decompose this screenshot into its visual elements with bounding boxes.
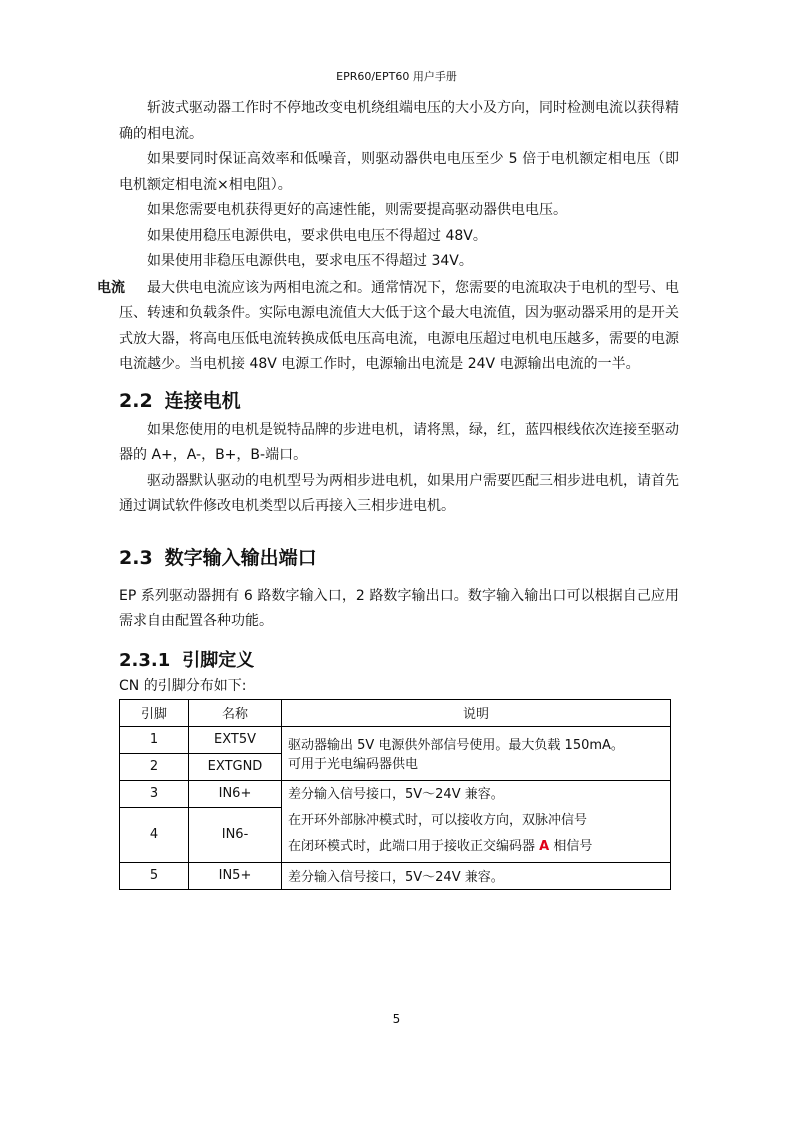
section-2-3-1-heading [119, 647, 679, 675]
current-paragraph: 最大供电电流应该为两相电流之和。通常情况下，您需要的电流取决于电机的型号、电压、转速和负载条件。实际电源电流值大大低于这个最大电流值，因为驱动器采用的是开关式放大器，将高电压低电流转换成低电压高电流，电源电压超过电机电压越多，需要的电源电流越少。当电机接 48V 电源工作时，电源输出电流是 24V 电源输出电流的一半。 [119, 279, 679, 372]
page-number: 5 [392, 1012, 401, 1026]
voltage-paragraph-4: 如果使用稳压电源供电，要求供电电压不得超过 48V。 [147, 227, 487, 244]
name-cell: IN6+ [189, 780, 282, 807]
description-line: 可用于光电编码器供电 [288, 757, 419, 772]
motor-paragraph-2: 驱动器默认驱动的电机型号为两相步进电机，如果用户需要匹配三相步进电机，请首先通过调试软件修改电机类型以后再接入三相步进电机。 [119, 472, 679, 514]
table-row [120, 862, 671, 889]
pin-cell: 4 [120, 807, 189, 862]
table-row [120, 780, 671, 807]
pin-cell: 1 [120, 726, 189, 753]
description-cell [282, 780, 671, 862]
column-header-description: 说明 [282, 699, 671, 726]
page-content [97, 96, 679, 890]
name-cell: IN6- [189, 807, 282, 862]
section-title: 连接电机 [164, 389, 241, 412]
name-cell: EXTGND [189, 753, 282, 780]
description-line: 驱动器输出 5V 电源供外部信号使用。最大负载 150mA。 [288, 738, 624, 753]
motor-paragraph-1: 如果您使用的电机是锐特品牌的步进电机，请将黑，绿，红，蓝四根线依次连接至驱动器的 A+，A-，B+，B-端口。 [119, 421, 679, 463]
voltage-paragraph-2: 如果要同时保证高效率和低噪音，则驱动器供电电压至少 5 倍于电机额定相电压（即电机额定相电流×相电阻）。 [119, 151, 679, 193]
description-line: 在开环外部脉冲模式时，可以接收方向，双脉冲信号 [288, 813, 588, 828]
section-2-3-heading [119, 544, 679, 572]
name-cell: EXT5V [189, 726, 282, 753]
name-cell: IN5+ [189, 862, 282, 889]
table-header-row [120, 699, 671, 726]
column-header-name: 名称 [189, 699, 282, 726]
description-line: 差分输入信号接口，5V～24V 兼容。 [288, 787, 504, 802]
section-number: 2.2 [119, 389, 153, 412]
section-2-2-heading [119, 387, 679, 415]
section-number: 2.3 [119, 546, 153, 569]
io-paragraph: EP 系列驱动器拥有 6 路数字输入口，2 路数字输出口。数字输入输出口可以根据自己应用需求自由配置各种功能。 [119, 587, 679, 629]
voltage-paragraph-3: 如果您需要电机获得更好的高速性能，则需要提高驱动器供电电压。 [147, 202, 567, 218]
table-row [120, 726, 671, 753]
section-title: 数字输入输出端口 [164, 546, 317, 569]
section-title: 引脚定义 [182, 649, 255, 671]
voltage-paragraph-1: 斩波式驱动器工作时不停地改变电机绕组端电压的大小及方向，同时检测电流以获得精确的相电流。 [119, 100, 679, 142]
pin-cell: 2 [120, 753, 189, 780]
page-header: EPR60/EPT60 用户手册 [336, 70, 457, 83]
current-section [97, 276, 679, 378]
current-heading: 电流 [97, 279, 125, 296]
description-cell: 差分输入信号接口，5V～24V 兼容。 [282, 862, 671, 889]
pin-table [119, 699, 671, 890]
pin-intro: CN 的引脚分布如下: [119, 677, 247, 694]
column-header-pin: 引脚 [120, 699, 189, 726]
signal-a-marker: A [539, 839, 550, 854]
description-text: 相信号 [549, 839, 593, 854]
description-text: 在闭环模式时，此端口用于接收正交编码器 [288, 839, 540, 854]
pin-cell: 3 [120, 780, 189, 807]
section-number: 2.3.1 [119, 649, 171, 671]
description-cell [282, 726, 671, 780]
description-line [288, 834, 664, 860]
voltage-paragraph-5: 如果使用非稳压电源供电，要求电压不得超过 34V。 [147, 253, 473, 269]
pin-cell: 5 [120, 862, 189, 889]
